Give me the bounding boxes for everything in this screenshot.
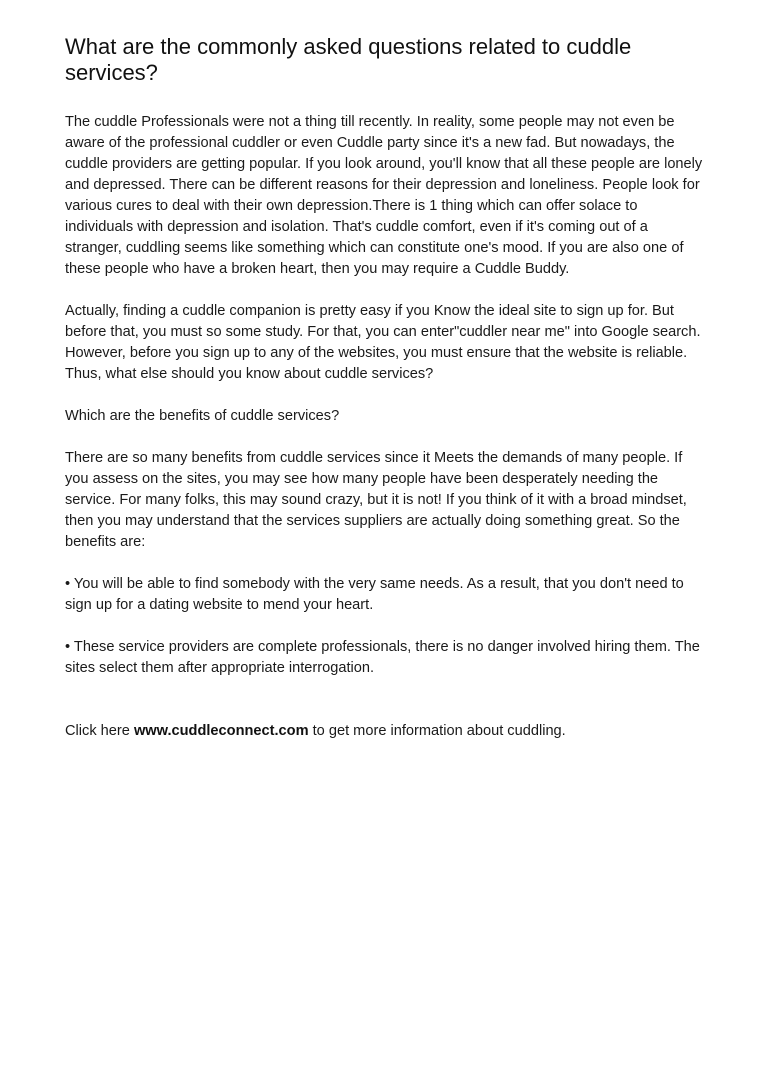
benefit-bullet-2: • These service providers are complete professionals, there is no danger involved hiring them. The sites select them after appropriate interrogation.: [65, 639, 700, 676]
closing-paragraph: [65, 721, 705, 742]
closing-prefix: Click here: [65, 723, 134, 739]
document-title: What are the commonly asked questions related to cuddle services?: [65, 34, 632, 85]
closing-suffix: to get more information about cuddling.: [308, 723, 566, 739]
finding-companion-paragraph: Actually, finding a cuddle companion is pretty easy if you Know the ideal site to sign up for. But before that, you must so some study. For that, you can enter"cuddler near me" into Google search. However, before you sign up to any of the websites, you must ensure that the website is reliable. Thus, what else should you know about cuddle services?: [65, 303, 701, 382]
benefits-heading: Which are the benefits of cuddle services?: [65, 408, 340, 424]
benefit-bullet-1: • You will be able to find somebody with the very same needs. As a result, that you don't need to sign up for a dating website to mend your heart.: [65, 576, 684, 613]
document-page: [65, 34, 705, 763]
benefits-paragraph: There are so many benefits from cuddle services since it Meets the demands of many people. If you assess on the sites, you may see how many people have been desperately needing the service. For many folks, this may sound crazy, but it is not! If you think of it with a broad mindset, then you may understand that the services suppliers are actually doing something great. So the benefits are:: [65, 450, 687, 550]
intro-paragraph: The cuddle Professionals were not a thing till recently. In reality, some people may not even be aware of the professional cuddler or even Cuddle party since it's a new fad. But nowadays, the cuddle providers are getting popular. If you look around, you'll know that all these people are lonely and depressed. There can be different reasons for their depression and loneliness. People look for various cures to deal with their own depression.There is 1 thing which can offer solace to individuals with depression and isolation. That's cuddle comfort, even if it's coming out of a stranger, cuddling seems like something which can constitute one's mood. If you are also one of these people who have a broken heart, then you may require a Cuddle Buddy.: [65, 114, 703, 277]
cuddleconnect-link[interactable]: www.cuddleconnect.com: [133, 723, 309, 739]
